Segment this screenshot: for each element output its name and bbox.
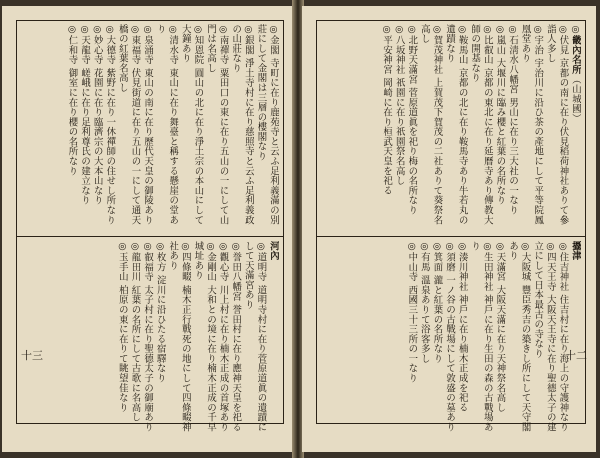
right-page-heading: ◎畿內名所 bbox=[570, 24, 581, 75]
left-page-number: 十三 bbox=[21, 349, 43, 362]
right-page-divider bbox=[317, 236, 585, 237]
left-section-heading: 河內 bbox=[268, 241, 279, 261]
left-page-top-text: ◎金閣 寺町に在り鹿苑寺と云ふ足利義滿の別莊にして金閣は三層の樓閣なり ◎銀閣 淨土寺村に在り慈照寺と云ふ足利義政の山莊なり ◎南禪寺 粟田口の東に在り五山の一にして山門は名高し ◎知恩院 圓山の北に在り淨土宗の本山にして大鐘あり ◎清水寺 東山に在り舞臺と稱する懸崖の堂あり ◎泉涌寺 東山の南に在り歷代天皇の御陵あり ◎東福寺 伏見街道に在り五山の一にして通天橋の紅葉名高し ◎大德寺 紫野に在り一休禪師の住せし所なり ◎妙心寺 花園に在り臨濟宗の大本山なり ◎天龍寺 嵯峨に在り足利尊氏の建立なり ◎仁和寺 御室に在り櫻の名所なり bbox=[66, 24, 279, 225]
right-page-top-text: ◎伏見 京都の南に在り伏見稻荷神社ありて參詣人多し ◎宇治 宇治川に沿ひ茶の產地にして平等院鳳凰堂あり ◎石淸水八幡宮 男山に在り三大社の一なり ◎嵐山 大堰川に臨み櫻と紅葉の名所なり ◎比叡山 京都の東北に在り延曆寺あり傳教大師の開基なり ◎鞍馬山 京都の北に在り鞍馬寺あり牛若丸の遺蹟なり ◎賀茂神社 上賀茂下賀茂の二社ありて葵祭名高し ◎北野天滿宮 菅原道眞を祀り梅の名所なり ◎八坂神社 祇園に在り祇園祭名高し ◎平安神宮 岡崎に在り桓武天皇を祀る bbox=[381, 24, 569, 225]
left-page-bottom-text: ◎道明寺 道明寺村に在り菅原道眞の遺蹟にして天滿宮あり ◎誉田八幡宮 誉田村に在り應神天皇を祀る ◎觀心寺 川上村に在り楠木正成の首塚あり ◎金剛山 大和との境に在り楠木正成の千早城址あり ◎四條畷 楠木正行戰死の地にして四條畷神社あり ◎枚方 淀川に沿ひたる宿驛なり ◎叡福寺 太子村に在り聖德太子の御廟あり ◎龍田川 紅葉の名所にして古歌に名高し ◎玉手山 柏原の東に在りて眺望佳なり bbox=[116, 241, 267, 432]
left-page-frame bbox=[16, 20, 284, 432]
right-page-bottom-block bbox=[321, 241, 581, 437]
left-page bbox=[2, 6, 294, 452]
right-page bbox=[302, 6, 596, 452]
right-page-frame bbox=[316, 20, 587, 432]
left-page-divider bbox=[17, 236, 283, 237]
right-section-heading: 攝津 bbox=[570, 241, 581, 261]
right-page-number: 十二 bbox=[565, 349, 587, 362]
right-page-heading-note: （山城國） bbox=[570, 74, 581, 124]
left-page-bottom-block bbox=[21, 241, 279, 437]
right-page-bottom-text: ◎住吉神社 住吉村に在り海上の守護神なり ◎四天王寺 大阪天王寺に在り聖德太子の建立にして日本最古の寺なり ◎大阪城 豐臣秀吉の築きし所にして天守閣あり ◎天滿宮 大阪天滿に在り天神祭名高し ◎生田神社 神戶に在り生田の森の古戰場あり ◎湊川神社 神戶に在り楠木正成を祀る ◎須磨 一ノ谷の古戰場にして敦盛の墓あり ◎箕面 瀧と紅葉の名所なり ◎有馬 溫泉ありて浴客多し ◎中山寺 西國三十三所の一なり bbox=[406, 241, 569, 432]
right-page-top-block bbox=[321, 24, 581, 230]
